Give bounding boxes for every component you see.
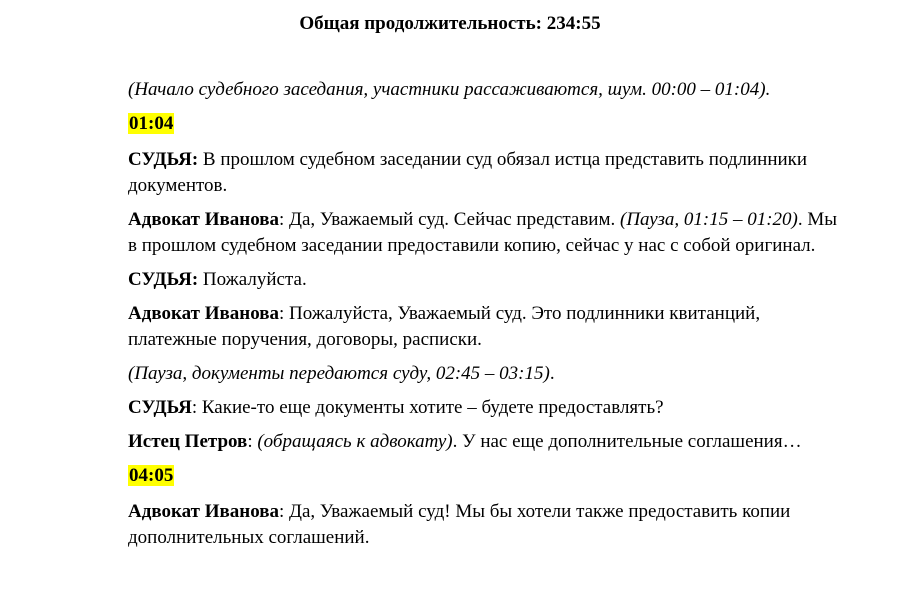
speech-text: Пожалуйста. <box>198 269 307 290</box>
transcript-paragraph <box>128 207 848 259</box>
stage-direction: (обращаясь к адвокату) <box>257 431 453 452</box>
page-title: Общая продолжительность: 234:55 <box>299 13 601 34</box>
timestamp-marker <box>128 463 848 489</box>
transcript-paragraph <box>128 429 848 455</box>
speaker-label: СУДЬЯ: <box>128 149 199 170</box>
speech-text: : Какие-то еще документы хотите – будете предоставлять? <box>191 397 664 418</box>
speech-text: В прошлом судебном заседании суд обязал истца представить подлинники документов. <box>128 149 808 196</box>
speech-text: . Мы в прошлом судебном заседании предоставили копию, сейчас у нас с собой оригинал. <box>128 209 838 256</box>
speech-text: : Да, Уважаемый суд. Сейчас представим. <box>279 209 620 230</box>
speaker-label: Адвокат Иванова <box>128 303 279 324</box>
transcript-paragraph <box>128 147 848 199</box>
transcript-paragraph <box>128 301 848 353</box>
pause-note: (Пауза, 01:15 – 01:20) <box>620 209 798 230</box>
speaker-label: Истец Петров <box>128 431 248 452</box>
transcript-paragraph <box>128 267 848 293</box>
transcript-paragraph <box>128 361 848 387</box>
speaker-label: СУДЬЯ: <box>128 269 199 290</box>
speech-text: . <box>549 363 555 384</box>
speech-text: : Пожалуйста, Уважаемый суд. Это подлинники квитанций, платежные поручения, договоры, расписки. <box>128 303 761 350</box>
speaker-label: СУДЬЯ <box>128 397 192 418</box>
speaker-label: Адвокат Иванова <box>128 501 279 522</box>
intro-note: (Начало судебного заседания, участники рассаживаются, шум. 00:00 – 01:04). <box>128 79 771 100</box>
speech-text: : Да, Уважаемый суд! Мы бы хотели также предоставить копии дополнительных соглашений. <box>128 501 791 548</box>
transcript-paragraph <box>128 395 848 421</box>
timestamp-marker <box>128 111 848 137</box>
timestamp-highlight: 04:05 <box>129 465 174 486</box>
timestamp-highlight: 01:04 <box>129 113 174 134</box>
transcript-paragraph <box>128 499 848 551</box>
speech-text: : <box>247 431 258 452</box>
pause-note: (Пауза, документы передаются суду, 02:45 – 03:15) <box>128 363 550 384</box>
speech-text: . У нас еще дополнительные соглашения… <box>452 431 802 452</box>
transcript-content <box>128 77 848 559</box>
speaker-label: Адвокат Иванова <box>128 209 279 230</box>
